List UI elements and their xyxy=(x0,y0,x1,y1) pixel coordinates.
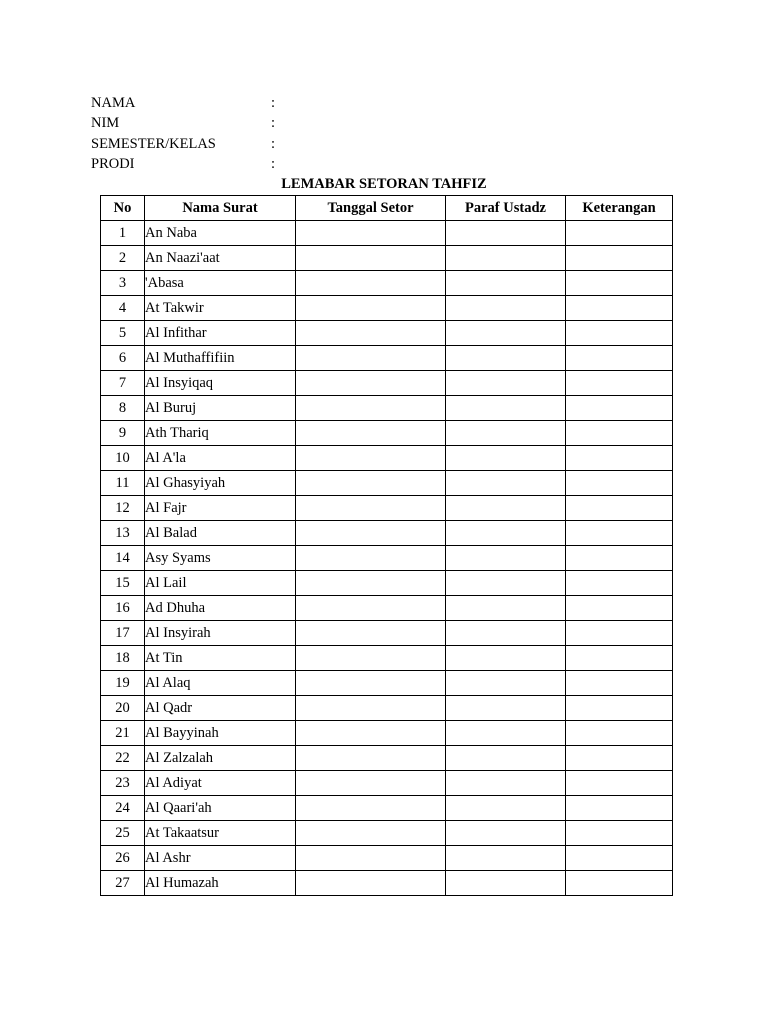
table-row xyxy=(101,596,673,621)
cell-no: 27 xyxy=(101,871,145,896)
cell-paraf-ustadz[interactable] xyxy=(446,346,566,371)
cell-no: 14 xyxy=(101,546,145,571)
field-label: PRODI xyxy=(91,155,135,172)
table-row xyxy=(101,321,673,346)
cell-no: 23 xyxy=(101,771,145,796)
cell-paraf-ustadz[interactable] xyxy=(446,246,566,271)
cell-nama-surat: 'Abasa xyxy=(145,271,296,296)
cell-tanggal-setor[interactable] xyxy=(296,446,446,471)
cell-nama-surat: Ad Dhuha xyxy=(145,596,296,621)
cell-no: 25 xyxy=(101,821,145,846)
table-row xyxy=(101,546,673,571)
cell-no: 1 xyxy=(101,221,145,246)
table-row xyxy=(101,771,673,796)
cell-tanggal-setor[interactable] xyxy=(296,846,446,871)
table-row xyxy=(101,246,673,271)
cell-no: 10 xyxy=(101,446,145,471)
cell-no: 4 xyxy=(101,296,145,321)
cell-nama-surat: Al Insyirah xyxy=(145,621,296,646)
cell-tanggal-setor[interactable] xyxy=(296,471,446,496)
cell-no: 24 xyxy=(101,796,145,821)
cell-nama-surat: Asy Syams xyxy=(145,546,296,571)
header-keterangan: Keterangan xyxy=(566,196,673,221)
cell-keterangan[interactable] xyxy=(566,621,673,646)
cell-nama-surat: Ath Thariq xyxy=(145,421,296,446)
cell-tanggal-setor[interactable] xyxy=(296,346,446,371)
cell-tanggal-setor[interactable] xyxy=(296,296,446,321)
sheet-title: LEMABAR SETORAN TAHFIZ xyxy=(281,176,487,192)
cell-no: 5 xyxy=(101,321,145,346)
table-row xyxy=(101,671,673,696)
cell-nama-surat: Al Humazah xyxy=(145,871,296,896)
cell-keterangan[interactable] xyxy=(566,496,673,521)
cell-nama-surat: At Takwir xyxy=(145,296,296,321)
cell-keterangan[interactable] xyxy=(566,546,673,571)
cell-paraf-ustadz[interactable] xyxy=(446,496,566,521)
setoran-table xyxy=(100,195,673,896)
cell-nama-surat: Al Zalzalah xyxy=(145,746,296,771)
field-colon: : xyxy=(271,155,276,172)
cell-paraf-ustadz[interactable] xyxy=(446,596,566,621)
table-row xyxy=(101,271,673,296)
cell-nama-surat: Al Alaq xyxy=(145,671,296,696)
cell-no: 15 xyxy=(101,571,145,596)
cell-tanggal-setor[interactable] xyxy=(296,546,446,571)
cell-tanggal-setor[interactable] xyxy=(296,596,446,621)
cell-keterangan[interactable] xyxy=(566,246,673,271)
cell-keterangan[interactable] xyxy=(566,846,673,871)
cell-keterangan[interactable] xyxy=(566,746,673,771)
cell-tanggal-setor[interactable] xyxy=(296,396,446,421)
table-row xyxy=(101,571,673,596)
cell-no: 8 xyxy=(101,396,145,421)
field-nama xyxy=(91,93,391,113)
cell-keterangan[interactable] xyxy=(566,871,673,896)
cell-keterangan[interactable] xyxy=(566,221,673,246)
cell-keterangan[interactable] xyxy=(566,446,673,471)
cell-tanggal-setor[interactable] xyxy=(296,271,446,296)
cell-tanggal-setor[interactable] xyxy=(296,521,446,546)
cell-paraf-ustadz[interactable] xyxy=(446,646,566,671)
cell-nama-surat: Al Qaari'ah xyxy=(145,796,296,821)
cell-paraf-ustadz[interactable] xyxy=(446,721,566,746)
table-header-row xyxy=(101,196,673,221)
field-semester-kelas xyxy=(91,134,391,154)
cell-tanggal-setor[interactable] xyxy=(296,246,446,271)
cell-tanggal-setor[interactable] xyxy=(296,746,446,771)
table-row xyxy=(101,296,673,321)
cell-no: 12 xyxy=(101,496,145,521)
header-nama-surat: Nama Surat xyxy=(145,196,296,221)
cell-keterangan[interactable] xyxy=(566,796,673,821)
cell-nama-surat: At Takaatsur xyxy=(145,821,296,846)
cell-tanggal-setor[interactable] xyxy=(296,871,446,896)
header-paraf-ustadz: Paraf Ustadz xyxy=(446,196,566,221)
cell-no: 13 xyxy=(101,521,145,546)
cell-no: 11 xyxy=(101,471,145,496)
cell-tanggal-setor[interactable] xyxy=(296,496,446,521)
cell-no: 7 xyxy=(101,371,145,396)
cell-nama-surat: Al Insyiqaq xyxy=(145,371,296,396)
cell-no: 19 xyxy=(101,671,145,696)
cell-paraf-ustadz[interactable] xyxy=(446,796,566,821)
table-body xyxy=(101,221,673,896)
cell-paraf-ustadz[interactable] xyxy=(446,671,566,696)
cell-keterangan[interactable] xyxy=(566,696,673,721)
cell-keterangan[interactable] xyxy=(566,471,673,496)
cell-nama-surat: At Tin xyxy=(145,646,296,671)
cell-tanggal-setor[interactable] xyxy=(296,821,446,846)
cell-no: 18 xyxy=(101,646,145,671)
table-row xyxy=(101,696,673,721)
cell-no: 9 xyxy=(101,421,145,446)
cell-paraf-ustadz[interactable] xyxy=(446,321,566,346)
cell-tanggal-setor[interactable] xyxy=(296,646,446,671)
cell-nama-surat: Al Fajr xyxy=(145,496,296,521)
table-row xyxy=(101,746,673,771)
cell-paraf-ustadz[interactable] xyxy=(446,546,566,571)
table-row xyxy=(101,421,673,446)
cell-keterangan[interactable] xyxy=(566,271,673,296)
cell-no: 16 xyxy=(101,596,145,621)
cell-keterangan[interactable] xyxy=(566,596,673,621)
cell-nama-surat: Al Ghasyiyah xyxy=(145,471,296,496)
cell-no: 2 xyxy=(101,246,145,271)
cell-no: 26 xyxy=(101,846,145,871)
cell-paraf-ustadz[interactable] xyxy=(446,296,566,321)
field-label: NIM xyxy=(91,115,120,132)
cell-keterangan[interactable] xyxy=(566,671,673,696)
cell-no: 6 xyxy=(101,346,145,371)
cell-paraf-ustadz[interactable] xyxy=(446,421,566,446)
cell-keterangan[interactable] xyxy=(566,346,673,371)
cell-tanggal-setor[interactable] xyxy=(296,696,446,721)
table-row xyxy=(101,396,673,421)
cell-paraf-ustadz[interactable] xyxy=(446,371,566,396)
table-row xyxy=(101,521,673,546)
table-row xyxy=(101,796,673,821)
table-row xyxy=(101,621,673,646)
table-row xyxy=(101,471,673,496)
cell-tanggal-setor[interactable] xyxy=(296,721,446,746)
cell-no: 21 xyxy=(101,721,145,746)
field-colon: : xyxy=(271,115,276,132)
cell-keterangan[interactable] xyxy=(566,371,673,396)
cell-nama-surat: Al Muthaffifiin xyxy=(145,346,296,371)
table-row xyxy=(101,721,673,746)
cell-paraf-ustadz[interactable] xyxy=(446,846,566,871)
cell-tanggal-setor[interactable] xyxy=(296,371,446,396)
cell-nama-surat: Al Bayyinah xyxy=(145,721,296,746)
field-colon: : xyxy=(271,95,276,111)
cell-nama-surat: Al Ashr xyxy=(145,846,296,871)
cell-nama-surat: Al Adiyat xyxy=(145,771,296,796)
cell-no: 22 xyxy=(101,746,145,771)
cell-paraf-ustadz[interactable] xyxy=(446,621,566,646)
field-colon: : xyxy=(271,135,276,152)
cell-keterangan[interactable] xyxy=(566,421,673,446)
cell-keterangan[interactable] xyxy=(566,521,673,546)
cell-nama-surat: An Naba xyxy=(145,221,296,246)
cell-paraf-ustadz[interactable] xyxy=(446,446,566,471)
cell-paraf-ustadz[interactable] xyxy=(446,696,566,721)
cell-no: 3 xyxy=(101,271,145,296)
cell-keterangan[interactable] xyxy=(566,396,673,421)
table-row xyxy=(101,646,673,671)
field-label: SEMESTER/KELAS xyxy=(91,135,216,152)
table-row xyxy=(101,821,673,846)
cell-keterangan[interactable] xyxy=(566,296,673,321)
table-row xyxy=(101,346,673,371)
cell-paraf-ustadz[interactable] xyxy=(446,871,566,896)
table-row xyxy=(101,446,673,471)
cell-keterangan[interactable] xyxy=(566,571,673,596)
table-row xyxy=(101,496,673,521)
cell-keterangan[interactable] xyxy=(566,771,673,796)
cell-nama-surat: Al Buruj xyxy=(145,396,296,421)
cell-paraf-ustadz[interactable] xyxy=(446,521,566,546)
cell-keterangan[interactable] xyxy=(566,321,673,346)
field-nim xyxy=(91,113,391,133)
cell-paraf-ustadz[interactable] xyxy=(446,821,566,846)
cell-keterangan[interactable] xyxy=(566,646,673,671)
cell-tanggal-setor[interactable] xyxy=(296,671,446,696)
header-no: No xyxy=(101,196,145,221)
cell-nama-surat: Al Infithar xyxy=(145,321,296,346)
cell-paraf-ustadz[interactable] xyxy=(446,771,566,796)
table-row xyxy=(101,846,673,871)
cell-paraf-ustadz[interactable] xyxy=(446,471,566,496)
cell-tanggal-setor[interactable] xyxy=(296,771,446,796)
cell-no: 20 xyxy=(101,696,145,721)
cell-nama-surat: An Naazi'aat xyxy=(145,246,296,271)
cell-paraf-ustadz[interactable] xyxy=(446,396,566,421)
cell-keterangan[interactable] xyxy=(566,721,673,746)
cell-paraf-ustadz[interactable] xyxy=(446,221,566,246)
cell-paraf-ustadz[interactable] xyxy=(446,271,566,296)
table-row xyxy=(101,371,673,396)
cell-nama-surat: Al Lail xyxy=(145,571,296,596)
table-row xyxy=(101,871,673,896)
field-prodi xyxy=(91,154,391,174)
header-tanggal-setor: Tanggal Setor xyxy=(296,196,446,221)
cell-tanggal-setor[interactable] xyxy=(296,621,446,646)
cell-paraf-ustadz[interactable] xyxy=(446,571,566,596)
cell-tanggal-setor[interactable] xyxy=(296,796,446,821)
cell-tanggal-setor[interactable] xyxy=(296,221,446,246)
table-row xyxy=(101,221,673,246)
field-label: NAMA xyxy=(91,95,136,111)
cell-nama-surat: Al Balad xyxy=(145,521,296,546)
cell-tanggal-setor[interactable] xyxy=(296,421,446,446)
cell-nama-surat: Al A'la xyxy=(145,446,296,471)
cell-nama-surat: Al Qadr xyxy=(145,696,296,721)
cell-tanggal-setor[interactable] xyxy=(296,571,446,596)
cell-tanggal-setor[interactable] xyxy=(296,321,446,346)
cell-no: 17 xyxy=(101,621,145,646)
header-fields xyxy=(91,93,391,174)
cell-keterangan[interactable] xyxy=(566,821,673,846)
cell-paraf-ustadz[interactable] xyxy=(446,746,566,771)
